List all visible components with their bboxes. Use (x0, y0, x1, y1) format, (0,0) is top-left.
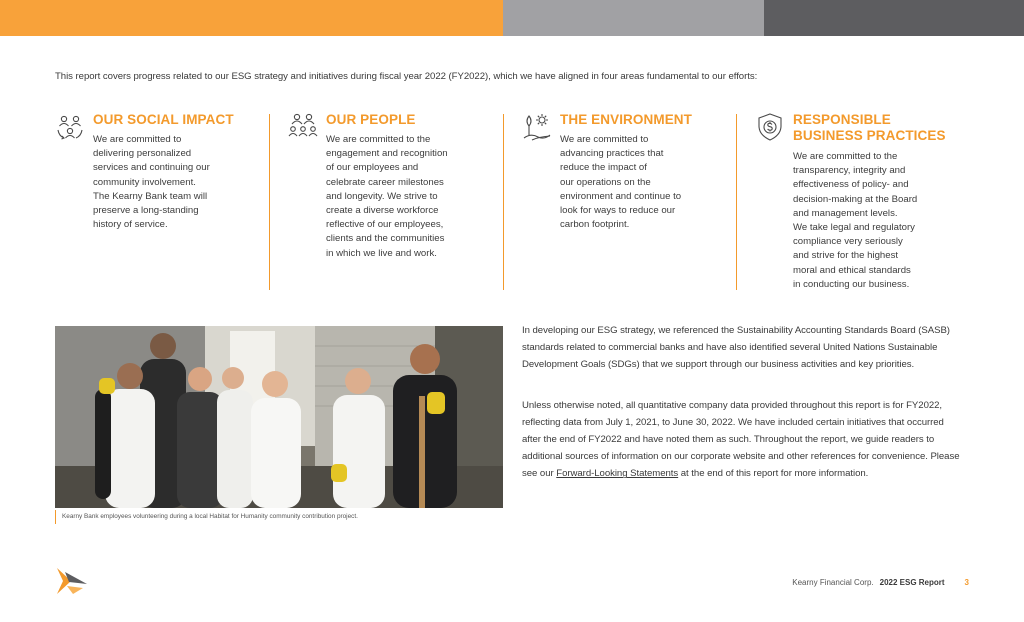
body-line: and longevity. We strive to (326, 190, 438, 202)
body-line: services and continuing our (93, 162, 210, 174)
intro-text: This report covers progress related to our ESG strategy and initiatives during fiscal year 2022 (FY2022), which we have aligned in four areas fundamental to our efforts: (55, 71, 758, 82)
body-line: history of service. (93, 219, 168, 231)
body-line: The Kearny Bank team will (93, 190, 208, 202)
body-line: reduce the impact of (560, 162, 647, 174)
body-line: environment and continue to (560, 190, 682, 202)
footer-report-title: 2022 ESG Report (879, 578, 945, 587)
volunteer-group-illustration (55, 326, 503, 508)
community-cycle-icon (55, 112, 85, 142)
body-line: advancing practices that (560, 148, 664, 160)
body-line: reflective of our employees, (326, 219, 444, 231)
body-line: celebrate career milestones (326, 176, 444, 188)
body-line: compliance very seriously (793, 236, 903, 248)
body-line: engagement and recognition (326, 148, 448, 160)
top-bar-orange (0, 0, 503, 36)
body-line: We are committed to (93, 134, 182, 145)
pillar-body (560, 133, 681, 232)
body-line: moral and ethical standards (793, 264, 911, 276)
pillar-body (793, 150, 917, 292)
body-line: of our employees and (326, 162, 419, 174)
body-line: decision-making at the Board (793, 193, 918, 205)
photo-caption: Kearny Bank employees volunteering during a local Habitat for Humanity community contribution project. (55, 510, 358, 524)
body-line: We are committed to (560, 134, 649, 145)
body-line: We are committed to the (326, 134, 431, 145)
pillar-heading: THE ENVIRONMENT (560, 112, 693, 127)
paragraph-data-scope (522, 397, 962, 482)
body-line: and management levels. (793, 207, 898, 219)
body-line: effectiveness of policy- and (793, 179, 909, 191)
body-line: transparency, integrity and (793, 165, 906, 177)
plant-sun-icon (522, 112, 552, 142)
shield-dollar-icon (755, 112, 785, 142)
top-color-bar (0, 0, 1024, 36)
body-line: in conducting our business. (793, 278, 910, 290)
paragraph-text: Unless otherwise noted, all quantitative company data provided throughout this report is for FY2022, reflecting data from July 1, 2021, to June 30, 2022. We have included certain initiatives that occurred after the end of FY2022 and have noted them as such. Throughout the report, we guide readers to additional sources of information on our corporate website and other references for convenience. Please see our (522, 400, 960, 480)
top-bar-gray (503, 0, 764, 36)
page-footer (792, 578, 969, 587)
body-line: We are committed to the (793, 151, 898, 162)
body-line: our operations on the (560, 176, 651, 188)
top-bar-dark (764, 0, 1024, 36)
body-line: in which we live and work. (326, 247, 437, 259)
pillar-divider (736, 114, 737, 290)
page-number: 3 (964, 578, 969, 587)
body-line: and strive for the highest (793, 250, 899, 262)
body-line: community involvement. (93, 176, 196, 188)
body-line: preserve a long-standing (93, 205, 199, 217)
paragraph-text: at the end of this report for more information. (678, 468, 869, 480)
forward-looking-statements-link[interactable]: Forward-Looking Statements (556, 468, 679, 480)
body-line: delivering personalized (93, 148, 192, 160)
pillar-body (93, 133, 210, 232)
pillar-heading: OUR SOCIAL IMPACT (93, 112, 234, 127)
footer-company: Kearny Financial Corp. (792, 578, 874, 587)
people-group-icon (288, 112, 318, 142)
heading-line: BUSINESS PRACTICES (793, 128, 946, 143)
body-line: We take legal and regulatory (793, 222, 915, 234)
pillar-heading: OUR PEOPLE (326, 112, 416, 127)
kearny-logo-icon (55, 566, 89, 596)
paragraph-sasb: In developing our ESG strategy, we referenced the Sustainability Accounting Standards Board (SASB) standards related to commercial banks and have also identified several United Nations Sustainable Development Goals (SDGs) that we support through our business activities and key priorities. (522, 325, 950, 371)
volunteer-photo (55, 326, 503, 508)
pillar-divider (269, 114, 270, 290)
pillar-heading (793, 112, 946, 144)
pillar-divider (503, 114, 504, 290)
heading-line: RESPONSIBLE (793, 112, 891, 127)
body-line: clients and the communities (326, 233, 445, 245)
body-line: create a diverse workforce (326, 205, 439, 217)
pillar-body (326, 133, 448, 261)
body-line: look for ways to reduce our (560, 205, 676, 217)
body-line: carbon footprint. (560, 219, 630, 231)
